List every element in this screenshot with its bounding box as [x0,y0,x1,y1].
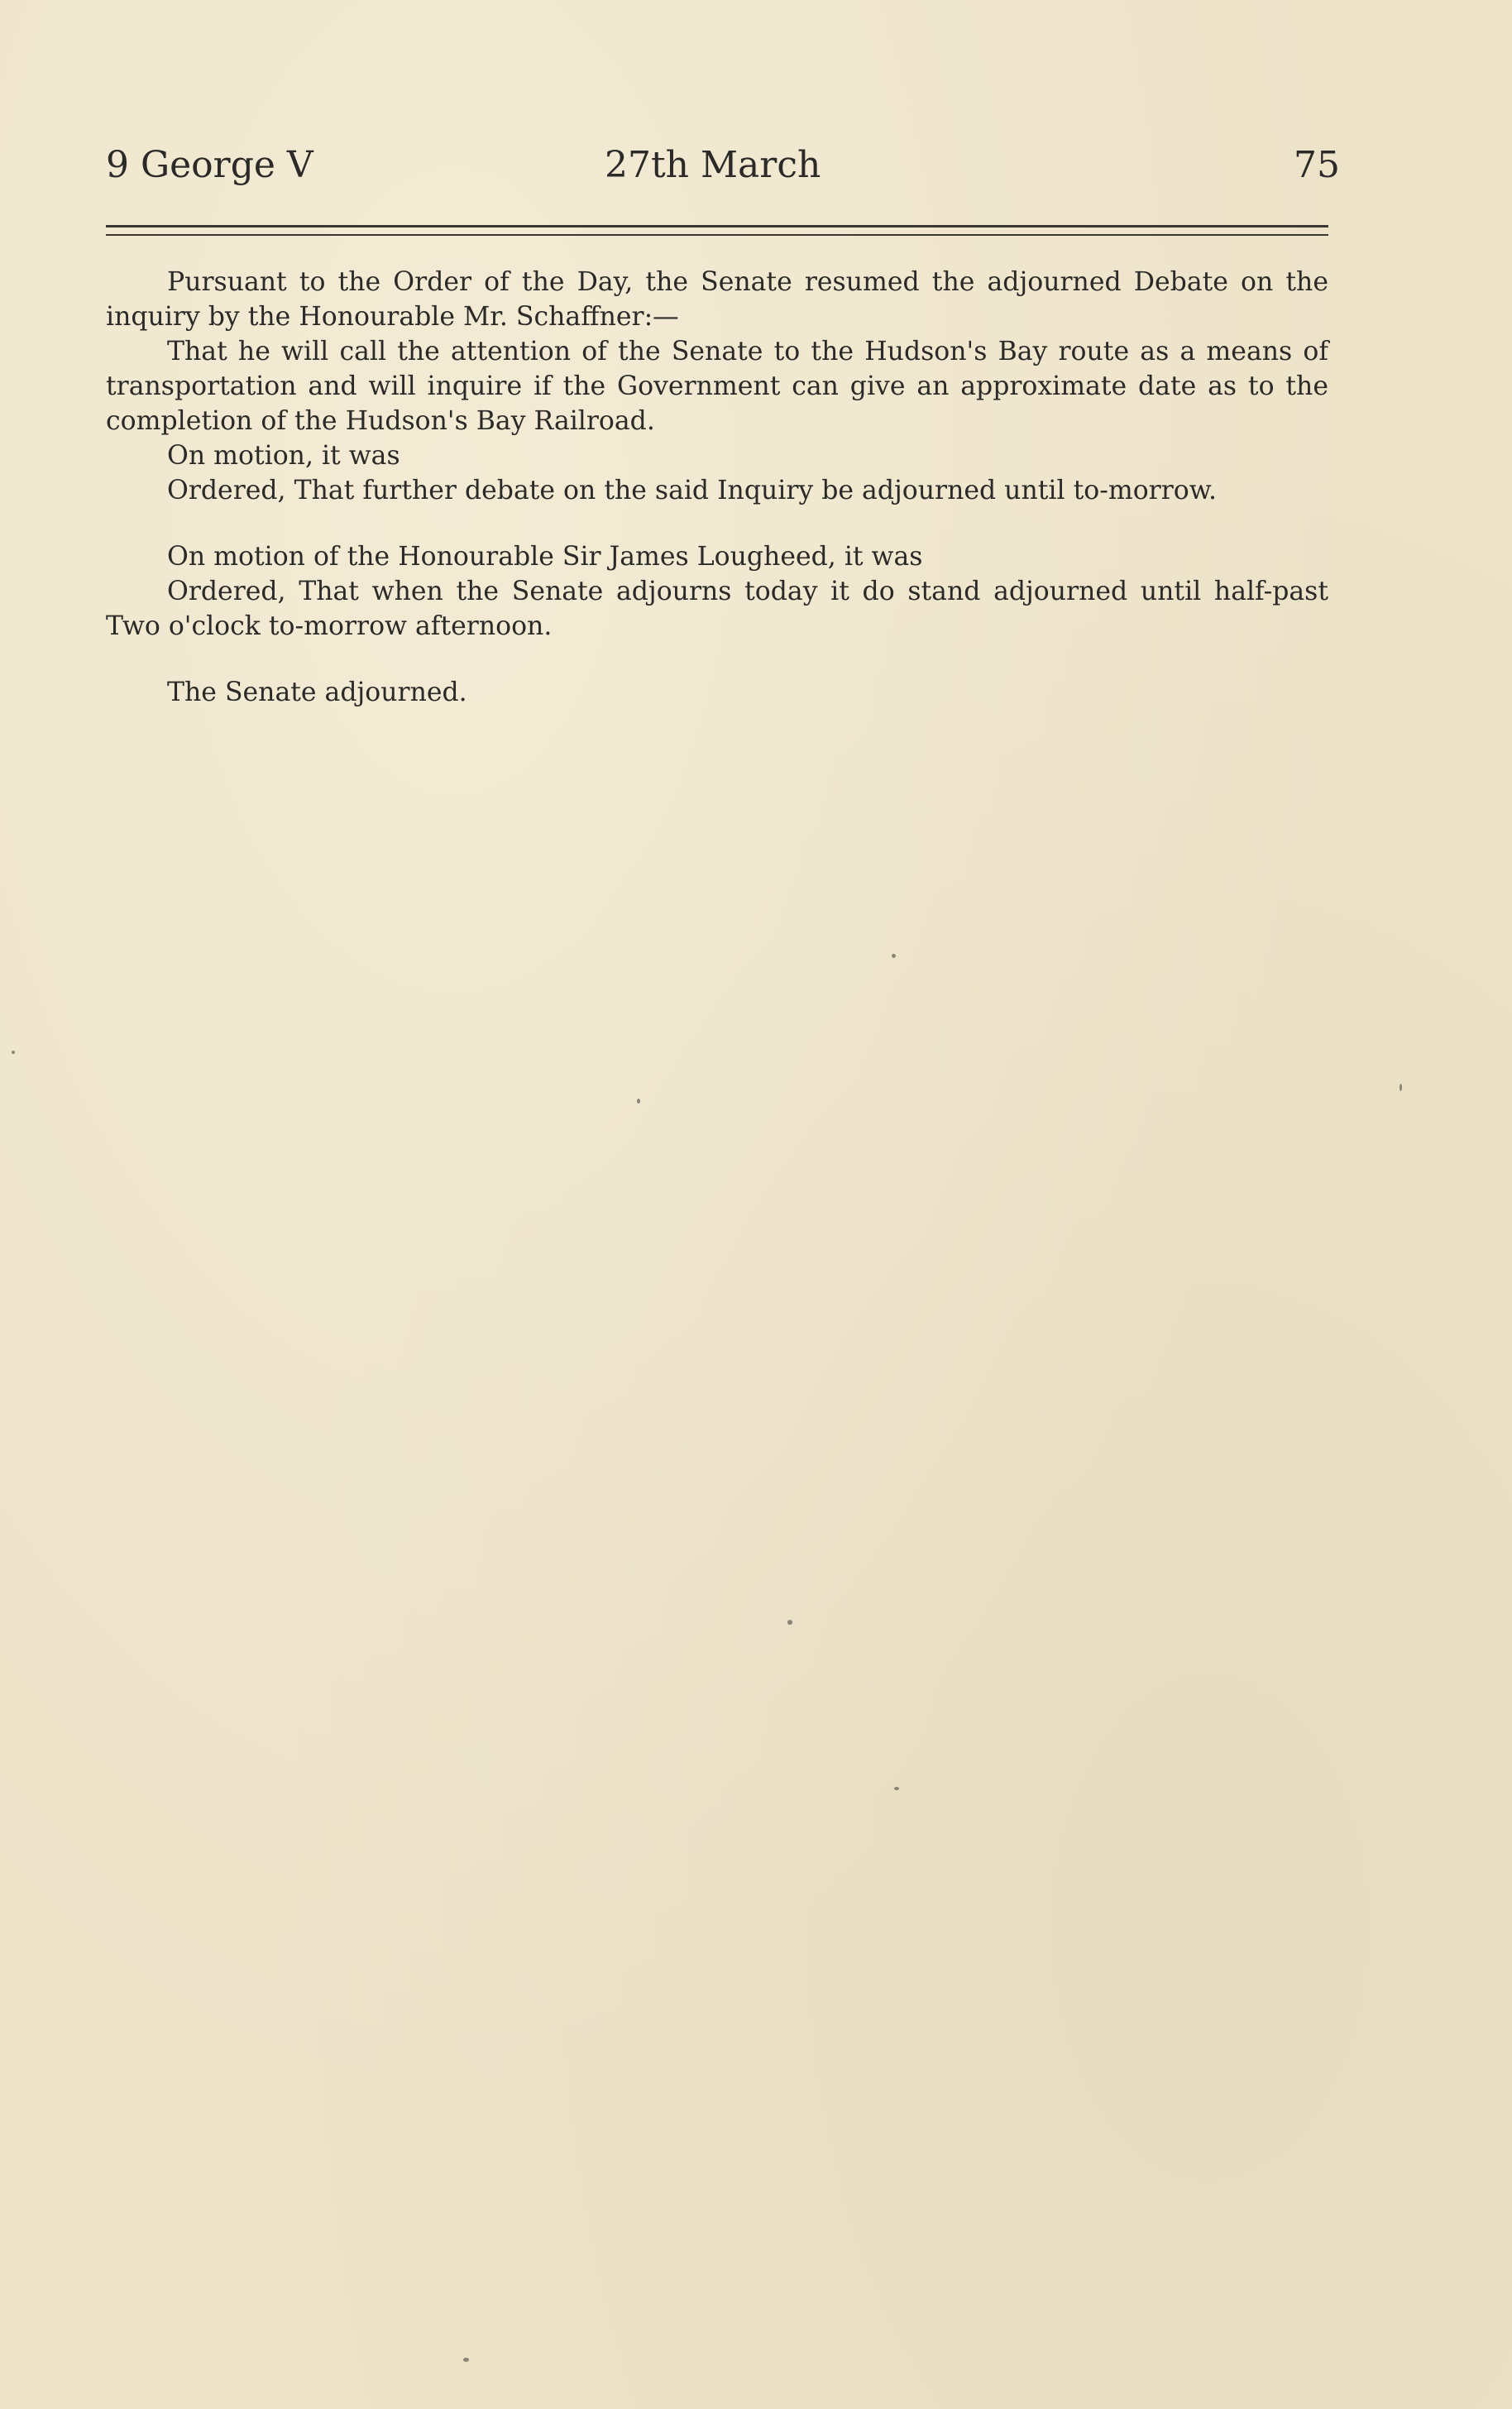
page-number: 75 [1294,144,1340,186]
paragraph-motion-lougheed: On motion of the Honourable Sir James Lougheed, it was [167,542,923,572]
journal-body [106,265,1328,710]
paragraph-inquiry-text: That he will call the attention of the Senate to the Hudson's Bay route as a means of transportation and will inquire if the Government can give an approximate date as to the completion of the Hudson's Bay Railroad. [106,337,1328,436]
header-rule-thick [106,225,1328,227]
paper-speck [1400,1084,1402,1091]
paragraph-on-motion: On motion, it was [167,441,400,471]
paragraph-spacer [106,508,1328,539]
paragraph-order-adjourn-debate: Ordered, That further debate on the said Inquiry be adjourned until to-morrow. [167,476,1217,505]
paper-speck [463,2358,469,2362]
paper-speck [787,1620,792,1625]
paragraph-spacer [106,644,1328,675]
paragraph-order-senate-adjourn: Ordered, That when the Senate adjourns today it do stand adjourned until half-past Two o'clock to-morrow afternoon. [106,577,1328,641]
paper-speck [894,1787,899,1790]
paper-speck [892,954,896,958]
page-date: 27th March [605,144,821,186]
running-head [106,141,1340,190]
paper-speck [12,1051,15,1054]
paragraph-senate-adjourned: The Senate adjourned. [167,678,467,707]
paper-speck [637,1099,640,1104]
paragraph-debate-resumed: Pursuant to the Order of the Day, the Senate resumed the adjourned Debate on the inquiry by the Honourable Mr. Schaffner:— [106,267,1328,332]
header-rule-thin [106,234,1328,236]
regnal-year: 9 George V [106,144,313,186]
